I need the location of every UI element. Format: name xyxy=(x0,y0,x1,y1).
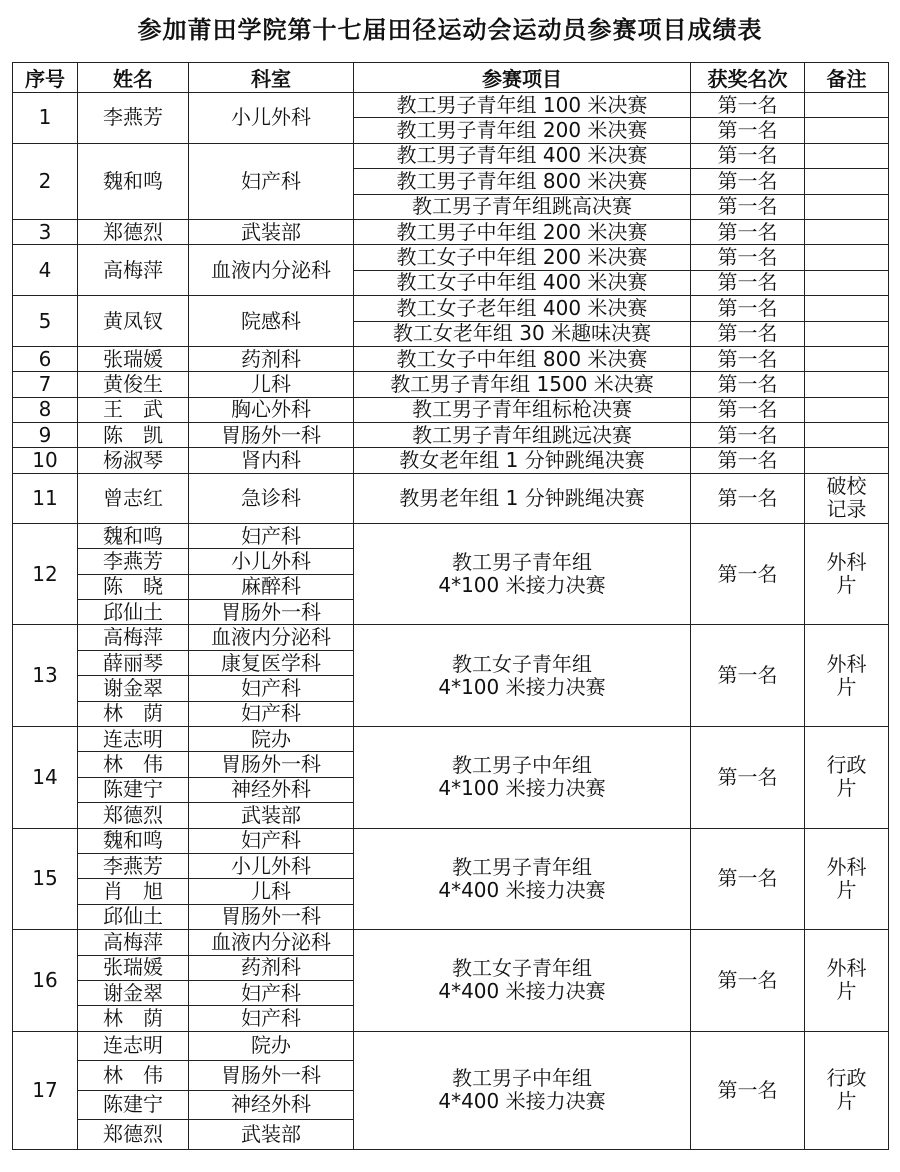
event-cell: 教工男子青年组跳远决赛 xyxy=(354,423,691,448)
athlete-dept: 小儿外科 xyxy=(189,93,354,144)
table-row xyxy=(13,143,889,168)
row-number: 2 xyxy=(13,143,78,219)
note-cell: 行政片 xyxy=(805,726,889,828)
athlete-name: 邱仙土 xyxy=(78,904,189,929)
table-row xyxy=(13,296,889,321)
rank-cell: 第一名 xyxy=(691,321,805,346)
table-row xyxy=(13,423,889,448)
event-cell: 教工女子老年组 400 米决赛 xyxy=(354,296,691,321)
athlete-name: 林 伟 xyxy=(78,752,189,777)
rank-cell: 第一名 xyxy=(691,219,805,244)
athlete-dept: 麻醉科 xyxy=(189,574,354,599)
header-dept: 科室 xyxy=(189,63,354,93)
note-cell: 外科片 xyxy=(805,930,889,1032)
athlete-dept: 胃肠外一科 xyxy=(189,600,354,625)
note-cell: 外科片 xyxy=(805,625,889,727)
rank-cell: 第一名 xyxy=(691,194,805,219)
header-no: 序号 xyxy=(13,63,78,93)
athlete-name: 高梅萍 xyxy=(78,245,189,296)
row-number: 8 xyxy=(13,397,78,422)
table-row xyxy=(13,930,889,955)
rank-cell: 第一名 xyxy=(691,397,805,422)
rank-cell: 第一名 xyxy=(691,245,805,270)
athlete-dept: 急诊科 xyxy=(189,473,354,523)
athlete-dept: 院感科 xyxy=(189,296,354,347)
row-number: 15 xyxy=(13,828,78,930)
event-cell: 教工男子青年组 800 米决赛 xyxy=(354,169,691,194)
note-cell xyxy=(805,169,889,194)
event-cell: 教女老年组 1 分钟跳绳决赛 xyxy=(354,448,691,473)
event-cell: 教工女子中年组 400 米决赛 xyxy=(354,270,691,295)
athlete-dept: 小儿外科 xyxy=(189,549,354,574)
athlete-name: 林 伟 xyxy=(78,1061,189,1091)
athlete-name: 高梅萍 xyxy=(78,930,189,955)
header-rank: 获奖名次 xyxy=(691,63,805,93)
note-cell xyxy=(805,194,889,219)
athlete-dept: 血液内分泌科 xyxy=(189,625,354,650)
note-cell xyxy=(805,423,889,448)
athlete-name: 林 荫 xyxy=(78,701,189,726)
athlete-dept: 妇产科 xyxy=(189,1006,354,1031)
event-cell: 教工男子青年组 200 米决赛 xyxy=(354,118,691,143)
athlete-name: 郑德烈 xyxy=(78,219,189,244)
row-number: 12 xyxy=(13,523,78,625)
note-cell xyxy=(805,372,889,397)
event-cell: 教工男子青年组 1500 米决赛 xyxy=(354,372,691,397)
athlete-dept: 康复医学科 xyxy=(189,650,354,675)
athlete-dept: 胃肠外一科 xyxy=(189,423,354,448)
row-number: 9 xyxy=(13,423,78,448)
rank-cell: 第一名 xyxy=(691,296,805,321)
table-row xyxy=(13,473,889,523)
athlete-name: 陈建宁 xyxy=(78,1090,189,1120)
table-row xyxy=(13,726,889,751)
event-cell: 教男老年组 1 分钟跳绳决赛 xyxy=(354,473,691,523)
athlete-name: 黄俊生 xyxy=(78,372,189,397)
athlete-dept: 儿科 xyxy=(189,372,354,397)
event-cell: 教工男子青年组 400 米决赛 xyxy=(354,143,691,168)
athlete-dept: 妇产科 xyxy=(189,676,354,701)
athlete-dept: 小儿外科 xyxy=(189,853,354,878)
rank-cell: 第一名 xyxy=(691,448,805,473)
header-note: 备注 xyxy=(805,63,889,93)
athlete-name: 张瑞媛 xyxy=(78,346,189,371)
rank-cell: 第一名 xyxy=(691,118,805,143)
table-row xyxy=(13,219,889,244)
rank-cell: 第一名 xyxy=(691,143,805,168)
athlete-name: 谢金翠 xyxy=(78,980,189,1005)
event-cell: 教工男子青年组跳高决赛 xyxy=(354,194,691,219)
table-row xyxy=(13,523,889,548)
table-row xyxy=(13,625,889,650)
row-number: 10 xyxy=(13,448,78,473)
note-cell xyxy=(805,93,889,118)
athlete-name: 张瑞媛 xyxy=(78,955,189,980)
row-number: 4 xyxy=(13,245,78,296)
rank-cell: 第一名 xyxy=(691,346,805,371)
athlete-dept: 院办 xyxy=(189,1031,354,1061)
athlete-name: 李燕芳 xyxy=(78,549,189,574)
note-cell xyxy=(805,118,889,143)
athlete-dept: 妇产科 xyxy=(189,828,354,853)
rank-cell: 第一名 xyxy=(691,169,805,194)
athlete-name: 郑德烈 xyxy=(78,1120,189,1150)
note-cell xyxy=(805,296,889,321)
athlete-name: 陈建宁 xyxy=(78,777,189,802)
table-row xyxy=(13,93,889,118)
table-row xyxy=(13,346,889,371)
event-cell: 教工男子青年组标枪决赛 xyxy=(354,397,691,422)
rank-cell: 第一名 xyxy=(691,828,805,930)
table-row xyxy=(13,245,889,270)
event-cell: 教工女子青年组 4*400 米接力决赛 xyxy=(354,930,691,1032)
athlete-name: 李燕芳 xyxy=(78,93,189,144)
athlete-name: 高梅萍 xyxy=(78,625,189,650)
athlete-dept: 儿科 xyxy=(189,879,354,904)
athlete-name: 陈 晓 xyxy=(78,574,189,599)
athlete-dept: 妇产科 xyxy=(189,701,354,726)
athlete-name: 魏和鸣 xyxy=(78,143,189,219)
event-cell: 教工男子青年组 4*100 米接力决赛 xyxy=(354,523,691,625)
athlete-dept: 妇产科 xyxy=(189,523,354,548)
event-cell: 教工男子青年组 4*400 米接力决赛 xyxy=(354,828,691,930)
athlete-name: 陈 凯 xyxy=(78,423,189,448)
athlete-name: 李燕芳 xyxy=(78,853,189,878)
table-body xyxy=(13,93,889,1150)
athlete-dept: 神经外科 xyxy=(189,777,354,802)
table-row xyxy=(13,397,889,422)
athlete-dept: 武装部 xyxy=(189,803,354,828)
row-number: 13 xyxy=(13,625,78,727)
athlete-name: 黄凤钗 xyxy=(78,296,189,347)
event-cell: 教工女老年组 30 米趣味决赛 xyxy=(354,321,691,346)
note-cell xyxy=(805,245,889,270)
table-row xyxy=(13,448,889,473)
event-cell: 教工女子中年组 800 米决赛 xyxy=(354,346,691,371)
row-number: 16 xyxy=(13,930,78,1032)
note-cell xyxy=(805,448,889,473)
row-number: 3 xyxy=(13,219,78,244)
rank-cell: 第一名 xyxy=(691,930,805,1032)
rank-cell: 第一名 xyxy=(691,423,805,448)
note-cell xyxy=(805,219,889,244)
note-cell xyxy=(805,270,889,295)
event-cell: 教工女子青年组 4*100 米接力决赛 xyxy=(354,625,691,727)
athlete-dept: 武装部 xyxy=(189,1120,354,1150)
athlete-name: 邱仙土 xyxy=(78,600,189,625)
row-number: 6 xyxy=(13,346,78,371)
rank-cell: 第一名 xyxy=(691,625,805,727)
table-row xyxy=(13,1031,889,1061)
athlete-name: 薛丽琴 xyxy=(78,650,189,675)
event-cell: 教工男子中年组 4*100 米接力决赛 xyxy=(354,726,691,828)
note-cell: 外科片 xyxy=(805,523,889,625)
note-cell xyxy=(805,397,889,422)
note-cell: 破校记录 xyxy=(805,473,889,523)
event-cell: 教工男子青年组 100 米决赛 xyxy=(354,93,691,118)
athlete-name: 魏和鸣 xyxy=(78,828,189,853)
athlete-dept: 神经外科 xyxy=(189,1090,354,1120)
page-title: 参加莆田学院第十七届田径运动会运动员参赛项目成绩表 xyxy=(137,16,763,44)
row-number: 14 xyxy=(13,726,78,828)
rank-cell: 第一名 xyxy=(691,372,805,397)
rank-cell: 第一名 xyxy=(691,93,805,118)
row-number: 11 xyxy=(13,473,78,523)
rank-cell: 第一名 xyxy=(691,523,805,625)
athlete-name: 魏和鸣 xyxy=(78,523,189,548)
athlete-name: 曾志红 xyxy=(78,473,189,523)
note-cell xyxy=(805,321,889,346)
athlete-name: 林 荫 xyxy=(78,1006,189,1031)
rank-cell: 第一名 xyxy=(691,270,805,295)
row-number: 7 xyxy=(13,372,78,397)
note-cell: 外科片 xyxy=(805,828,889,930)
rank-cell: 第一名 xyxy=(691,726,805,828)
athlete-dept: 武装部 xyxy=(189,219,354,244)
athlete-name: 连志明 xyxy=(78,726,189,751)
rank-cell: 第一名 xyxy=(691,473,805,523)
header-row xyxy=(13,63,889,93)
athlete-dept: 药剂科 xyxy=(189,346,354,371)
athlete-dept: 肾内科 xyxy=(189,448,354,473)
header-name: 姓名 xyxy=(78,63,189,93)
athlete-dept: 胃肠外一科 xyxy=(189,752,354,777)
rank-cell: 第一名 xyxy=(691,1031,805,1149)
row-number: 1 xyxy=(13,93,78,144)
event-cell: 教工女子中年组 200 米决赛 xyxy=(354,245,691,270)
athlete-name: 连志明 xyxy=(78,1031,189,1061)
event-cell: 教工男子中年组 200 米决赛 xyxy=(354,219,691,244)
note-cell xyxy=(805,346,889,371)
athlete-dept: 血液内分泌科 xyxy=(189,245,354,296)
header-event: 参赛项目 xyxy=(354,63,691,93)
note-cell: 行政片 xyxy=(805,1031,889,1149)
athlete-name: 杨淑琴 xyxy=(78,448,189,473)
athlete-dept: 妇产科 xyxy=(189,143,354,219)
note-cell xyxy=(805,143,889,168)
athlete-dept: 院办 xyxy=(189,726,354,751)
table-row xyxy=(13,372,889,397)
athlete-dept: 血液内分泌科 xyxy=(189,930,354,955)
table-row xyxy=(13,828,889,853)
athlete-dept: 胸心外科 xyxy=(189,397,354,422)
row-number: 5 xyxy=(13,296,78,347)
athlete-name: 谢金翠 xyxy=(78,676,189,701)
athlete-dept: 胃肠外一科 xyxy=(189,1061,354,1091)
athlete-dept: 药剂科 xyxy=(189,955,354,980)
athlete-name: 肖 旭 xyxy=(78,879,189,904)
results-table xyxy=(12,62,889,1150)
athlete-dept: 妇产科 xyxy=(189,980,354,1005)
athlete-name: 郑德烈 xyxy=(78,803,189,828)
athlete-dept: 胃肠外一科 xyxy=(189,904,354,929)
athlete-name: 王 武 xyxy=(78,397,189,422)
row-number: 17 xyxy=(13,1031,78,1149)
event-cell: 教工男子中年组 4*400 米接力决赛 xyxy=(354,1031,691,1149)
